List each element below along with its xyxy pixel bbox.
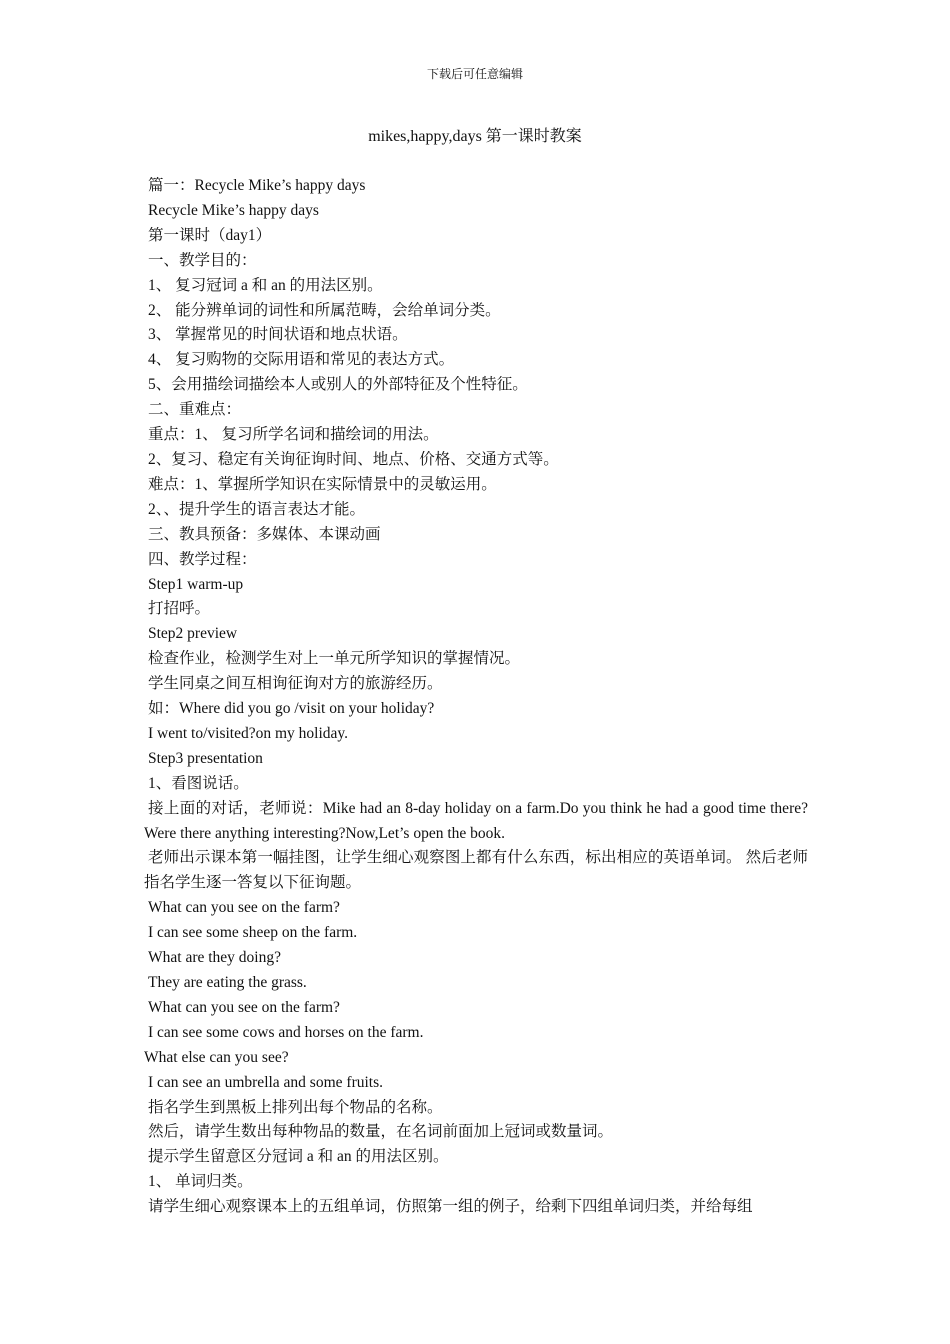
text-line: 提示学生留意区分冠词 a 和 an 的用法区别。 (148, 1148, 449, 1166)
text-line: 1、 单词归类。 (148, 1173, 253, 1191)
document-title: mikes,happy,days 第一课时教案 (368, 128, 582, 145)
text-line: 第一课时（day1） (148, 226, 272, 244)
text-paragraph: 老师出示课本第一幅挂图，让学生细心观察图上都有什么东西，标出相应的英语单词。 然后老师指名学生逐一答复以下征询题。 (144, 849, 808, 892)
text-line: 重点：1、 复习所学名词和描绘词的用法。 (148, 426, 439, 444)
text-line: Step3 presentation (148, 749, 263, 767)
text-line: 请学生细心观察课本上的五组单词，仿照第一组的例子，给剩下四组单词归类，并给每组 (148, 1198, 753, 1216)
text-line: I can see an umbrella and some fruits. (148, 1073, 383, 1091)
text-line: Step2 preview (148, 625, 238, 643)
text-line: Recycle Mike’s happy days (148, 201, 319, 219)
text-line: 四、教学过程： (148, 550, 257, 568)
text-line: I can see some cows and horses on the farm. (148, 1023, 424, 1041)
text-line: 三、教具预备：多媒体、本课动画 (148, 525, 381, 543)
text-line: 二、重难点： (148, 401, 242, 419)
text-line: 2、复习、稳定有关询征询时间、地点、价格、交通方式等。 (148, 450, 559, 468)
text-line: 5、会用描绘词描绘本人或别人的外部特征及个性特征。 (148, 376, 528, 394)
text-line: 3、 掌握常见的时间状语和地点状语。 (148, 326, 408, 344)
text-line: I went to/visited?on my holiday. (148, 724, 349, 742)
document-body (144, 174, 808, 1220)
text-line: 1、 复习冠词 a 和 an 的用法区别。 (148, 276, 383, 294)
text-line: 难点：1、掌握所学知识在实际情景中的灵敏运用。 (148, 475, 497, 493)
text-line: 一、教学目的： (148, 251, 257, 269)
text-line: 检查作业，检测学生对上一单元所学知识的掌握情况。 (148, 650, 521, 668)
text-line: I can see some sheep on the farm. (148, 924, 358, 942)
text-line: What can you see on the farm? (148, 899, 340, 917)
text-line: 2、、提升学生的语言表达才能。 (148, 500, 366, 518)
text-line: 篇一：Recycle Mike’s happy days (148, 177, 366, 194)
text-line: What else can you see? (144, 1048, 289, 1066)
page-header: 下载后可任意编辑 (426, 67, 523, 81)
text-line: 打招呼。 (148, 600, 211, 618)
text-line: They are eating the grass. (148, 974, 307, 991)
text-line: 指名学生到黑板上排列出每个物品的名称。 (148, 1098, 443, 1116)
text-line: 学生同桌之间互相询征询对方的旅游经历。 (148, 675, 443, 693)
text-line: Step1 warm-up (148, 575, 244, 593)
text-paragraph: 接上面的对话，老师说：Mike had an 8-day holiday on a farm.Do you think he had a good time there?Were there anything interesting?Now,Let’s open the book. (144, 799, 808, 842)
text-line: What can you see on the farm? (148, 998, 340, 1016)
text-line: 4、 复习购物的交际用语和常见的表达方式。 (148, 351, 455, 369)
text-line: 1、看图说话。 (148, 774, 249, 792)
text-line: 2、 能分辨单词的词性和所属范畴，会给单词分类。 (148, 301, 501, 319)
text-line: 如：Where did you go /visit on your holiday? (148, 700, 435, 718)
text-line: 然后，请学生数出每种物品的数量，在名词前面加上冠词或数量词。 (148, 1123, 614, 1141)
text-line: What are they doing? (148, 949, 281, 967)
